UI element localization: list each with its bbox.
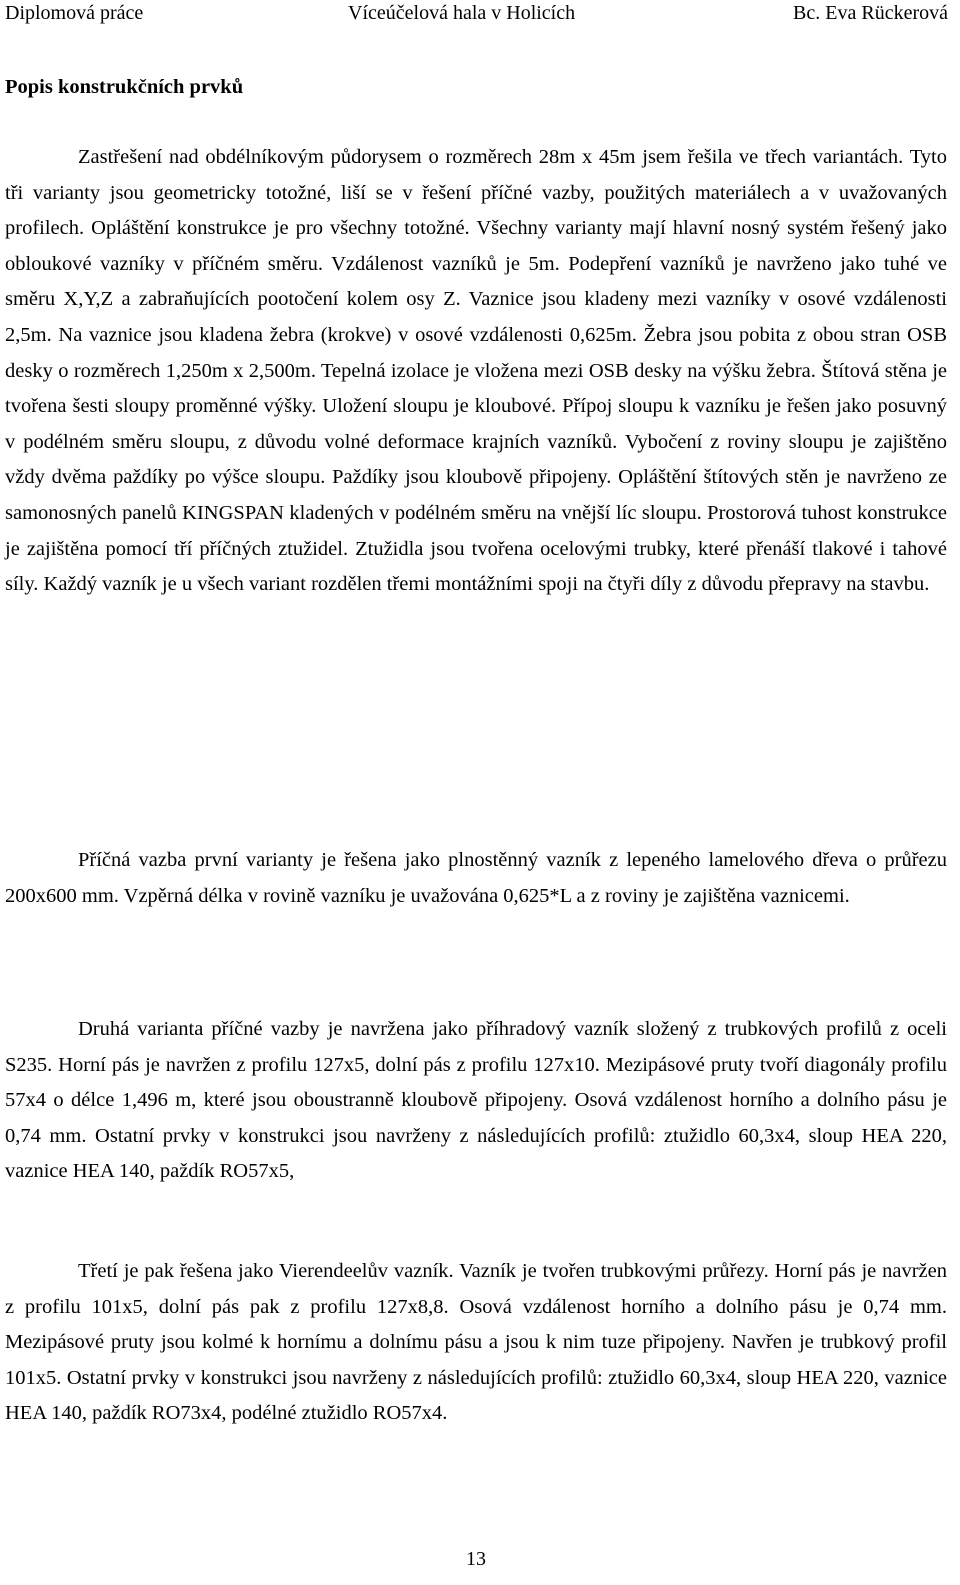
page-number: 13 — [466, 1548, 486, 1570]
paragraph-structure-overview: Zastřešení nad obdélníkovým půdorysem o rozměrech 28m x 45m jsem řešila ve třech variantách. Tyto tři varianty jsou geometricky totožné, liší se v řešení příčné vazby, použitých materiálech a v uvažovaných profilech. Opláštění konstrukce je pro všechny totožné. Všechny varianty mají hlavní nosný systém řešený jako obloukové vazníky v příčném směru. Vzdálenost vazníků je 5m. Podepření vazníků je navrženo jako tuhé ve směru X,Y,Z a zabraňujících pootočení kolem osy Z. Vaznice jsou kladeny mezi vazníky v osové vzdálenosti 2,5m. Na vaznice jsou kladena žebra (krokve) v osové vzdálenosti 0,625m. Žebra jsou pobita z obou stran OSB desky o rozměrech 1,250m x 2,500m. Tepelná izolace je vložena mezi OSB desky na výšku žebra. Štítová stěna je tvořena šesti sloupy proměnné výšky. Uložení sloupu je kloubové. Přípoj sloupu k vazníku je řešen jako posuvný v podélném směru sloupu, z důvodu volné deformace krajních vazníků. Vybočení z roviny sloupu je zajištěno vždy dvěma paždíky po výšce sloupu. Paždíky jsou kloubově připojeny. Opláštění štítových stěn je navrženo ze samonosných panelů KINGSPAN kladených v podélném směru na vnější líc sloupu. Prostorová tuhost konstrukce je zajištěna pomocí tří příčných ztužidel. Ztužidla jsou tvořena ocelovými trubky, které přenáší tlakové i tahové síly. Každý vazník je u všech variant rozdělen třemi montážními spoji na čtyři díly z důvodu přepravy na stavbu. — [5, 146, 947, 596]
paragraph-variant-one: Příčná vazba první varianty je řešena jako plnostěnný vazník z lepeného lamelového dřeva o průřezu 200x600 mm. Vzpěrná délka v rovině vazníku je uvažována 0,625*L a z roviny je zajištěna vaznicemi. — [5, 849, 947, 907]
section-title: Popis konstrukčních prvků — [5, 76, 244, 98]
paragraph-variant-three: Třetí je pak řešena jako Vierendeelův vazník. Vazník je tvořen trubkovými průřezy. Horní pás je navržen z profilu 101x5, dolní pás pak z profilu 127x8,8. Osová vzdálenost horního a dolního pásu je 0,74 mm. Mezipásové pruty jsou kolmé k hornímu a dolnímu pásu a jsou k nim tuze připojeny. Navřen je trubkový profil 101x5. Ostatní prvky v konstrukci jsou navrženy z následujících profilů: ztužidlo 60,3x4, sloup HEA 220, vaznice HEA 140, paždík RO73x4, podélné ztužidlo RO57x4. — [5, 1260, 947, 1425]
paragraph-variant-two: Druhá varianta příčné vazby je navržena jako příhradový vazník složený z trubkových profilů z oceli S235. Horní pás je navržen z profilu 127x5, dolní pás z profilu 127x10. Mezipásové pruty tvoří diagonály profilu 57x4 o délce 1,496 m, které jsou oboustranně kloubově připojeny. Osová vzdálenost horního a dolního pásu je 0,74 mm. Ostatní prvky v konstrukci jsou navrženy z následujících profilů: ztužidlo 60,3x4, sloup HEA 220, vaznice HEA 140, paždík RO57x5, — [5, 1018, 947, 1183]
header-document-title: Víceúčelová hala v Holicích — [348, 2, 576, 24]
page-header — [0, 0, 960, 26]
header-document-type: Diplomová práce — [5, 2, 144, 24]
header-author: Bc. Eva Rückerová — [793, 2, 948, 24]
